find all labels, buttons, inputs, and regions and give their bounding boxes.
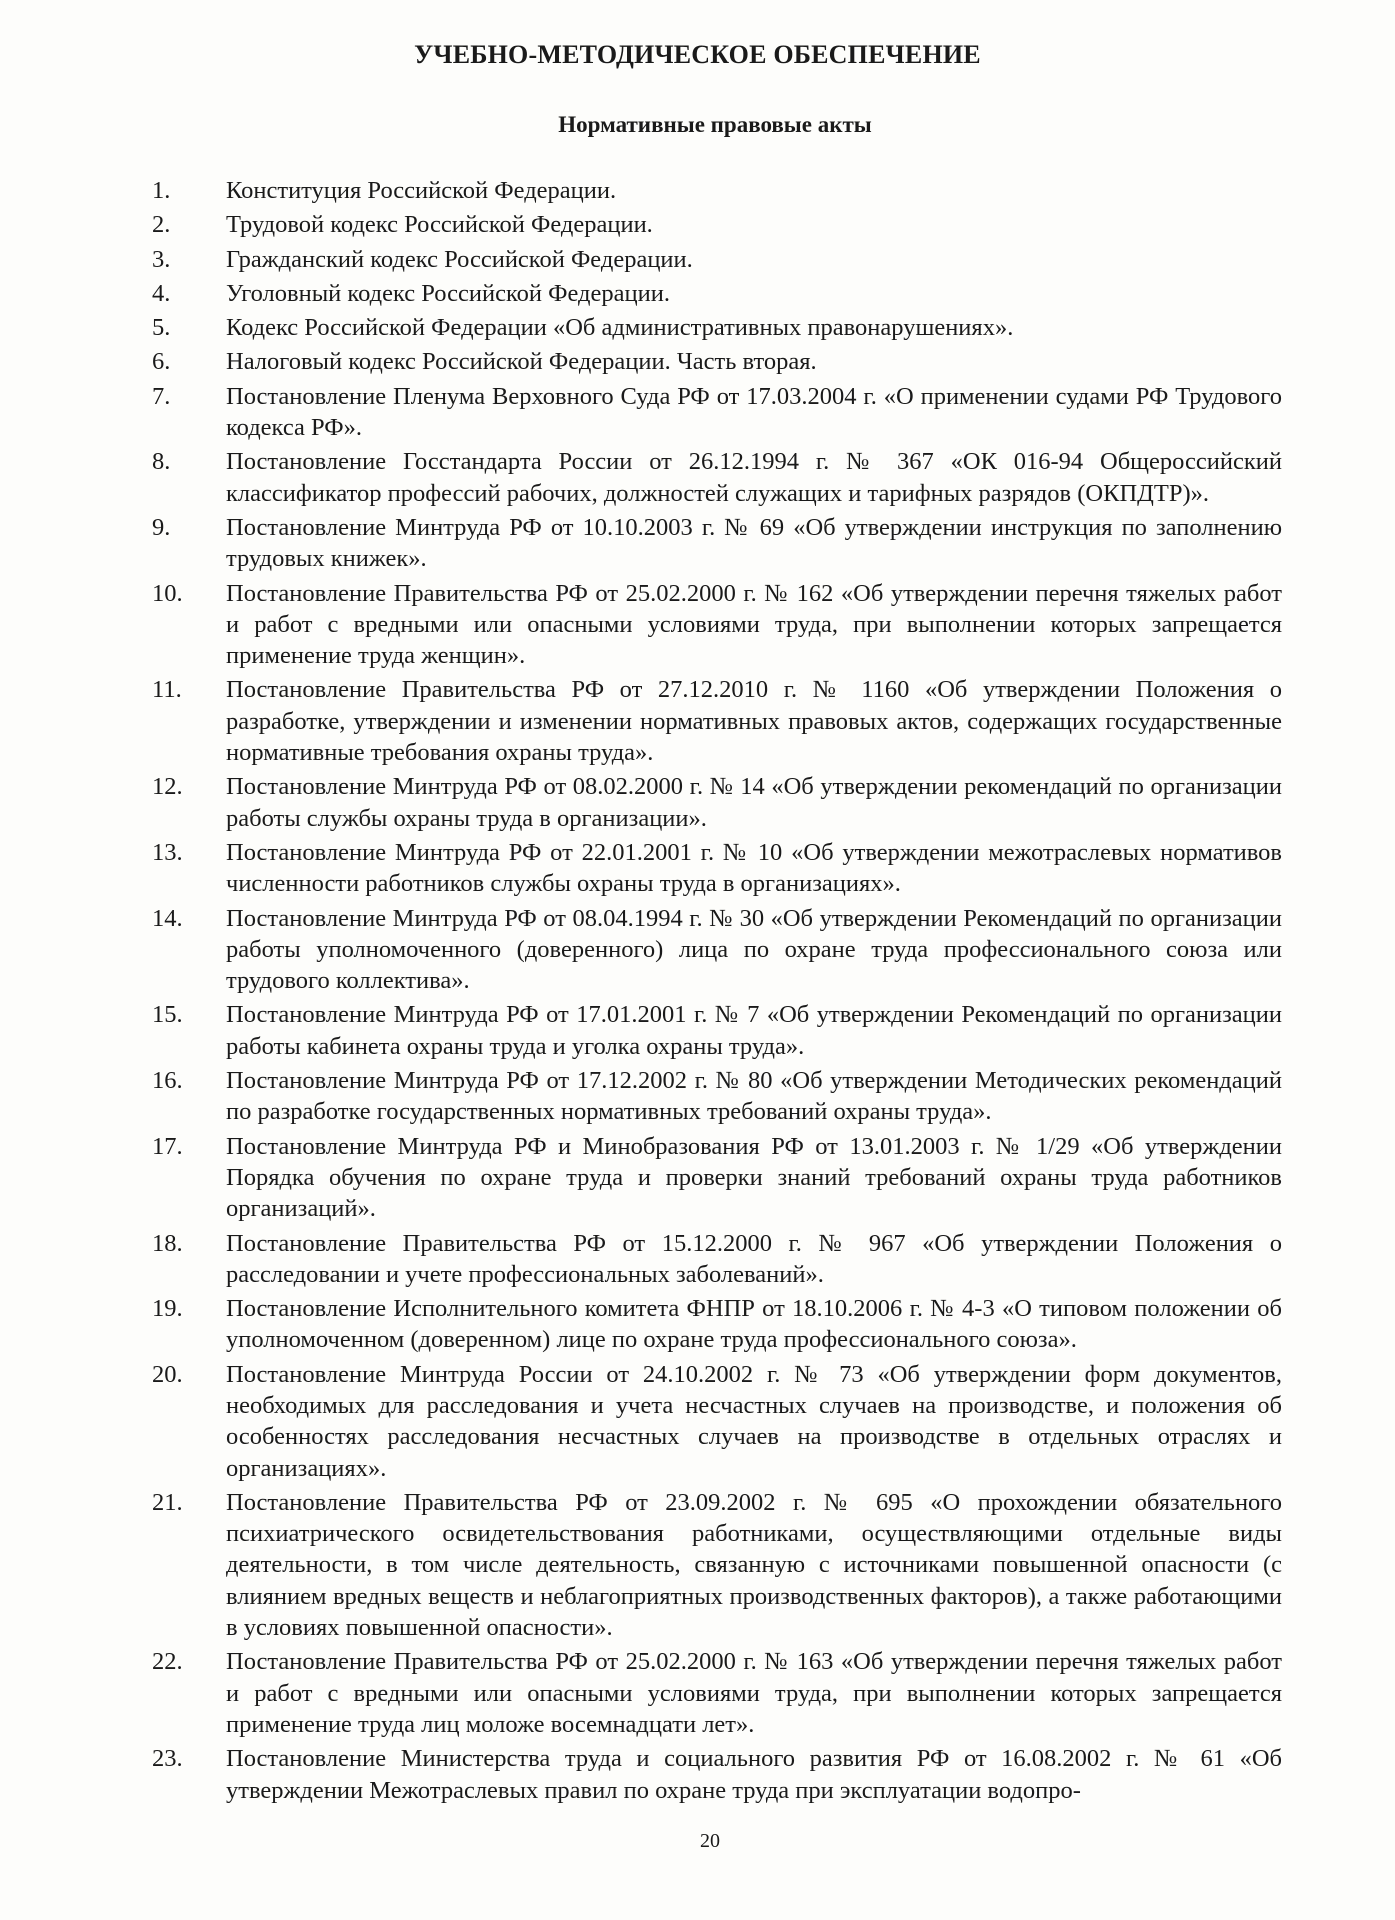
item-text: Постановление Правительства РФ от 15.12.2000 г. № 967 «Об утверждении Положения о расследовании и учете профессиональных заболеваний». [226, 1229, 1282, 1288]
item-number: 8. [152, 448, 171, 476]
item-text: Конституция Российской Федерации. [226, 177, 617, 204]
item-number: 15. [152, 1001, 183, 1029]
item-text: Постановление Минтруда РФ от 08.04.1994 г. № 30 «Об утверждении Рекомендаций по организации работы уполномоченного (доверенного) лица по охране труда профессионального союза или трудового коллектива». [226, 904, 1282, 995]
list-item [152, 1487, 1282, 1643]
item-number: 3. [152, 245, 171, 273]
item-text: Постановление Правительства РФ от 23.09.2002 г. № 695 «О прохождении обязательного психиатрического освидетельствования работниками, осуществляющими отдельные виды деятельности, в том числе деятельность, связанную с источниками повышенной опасности (с влиянием вредных веществ и неблагоприятных производственных факторов), а также работающими в условиях повышенной опасности». [226, 1488, 1282, 1642]
page-number: 20 [700, 1830, 720, 1852]
list-item [152, 381, 1282, 444]
item-number: 6. [152, 348, 171, 376]
list-item [152, 278, 1282, 309]
document-title: УЧЕБНО-МЕТОДИЧЕСКОЕ ОБЕСПЕЧЕНИЕ [414, 40, 981, 69]
item-number: 1. [152, 177, 171, 204]
list-item [152, 346, 1282, 377]
list-item [152, 312, 1282, 343]
list-item [152, 771, 1282, 834]
list-item [152, 1065, 1282, 1128]
list-item [152, 446, 1282, 509]
item-text: Кодекс Российской Федерации «Об административных правонарушениях». [226, 314, 1014, 342]
list-item [152, 244, 1282, 275]
item-text: Постановление Минтруда России от 24.10.2002 г. № 73 «Об утверждении форм документов, необходимых для расследования и учета несчастных случаев на производстве, и положения об особенностях расследования несчастных случаев на производстве в отдельных отраслях и организациях». [226, 1360, 1282, 1482]
item-number: 10. [152, 579, 183, 607]
item-number: 7. [152, 382, 171, 410]
item-number: 4. [152, 279, 171, 307]
item-text: Постановление Госстандарта России от 26.12.1994 г. № 367 «ОК 016-94 Общероссийский классификатор профессий рабочих, должностей служащих и тарифных разрядов (ОКПДТР)». [226, 448, 1282, 507]
item-number: 9. [152, 513, 171, 541]
list-item [152, 209, 1282, 240]
item-text: Постановление Пленума Верховного Суда РФ от 17.03.2004 г. «О применении судами РФ Трудового кодекса РФ». [226, 382, 1282, 442]
item-text: Постановление Министерства труда и социального развития РФ от 16.08.2002 г. № 61 «Об утверждении Межотраслевых правил по охране труда при эксплуатации водопро- [226, 1745, 1282, 1804]
item-text: Уголовный кодекс Российской Федерации. [226, 279, 670, 307]
item-text: Налоговый кодекс Российской Федерации. Часть вторая. [226, 348, 817, 376]
list-item [152, 903, 1282, 997]
item-text: Постановление Минтруда РФ и Минобразования РФ от 13.01.2003 г. № 1/29 «Об утверждении Порядка обучения по охране труда и проверки знаний требований охраны труда работников организаций». [226, 1132, 1282, 1223]
reference-list [152, 175, 1282, 1809]
item-text: Постановление Правительства РФ от 25.02.2000 г. № 162 «Об утверждении перечня тяжелых работ и работ с вредными или опасными условиями труда, при выполнении которых запрещается применение труда женщин». [226, 579, 1282, 670]
list-item [152, 674, 1282, 768]
item-number: 18. [152, 1229, 183, 1257]
list-item [152, 578, 1282, 672]
item-number: 19. [152, 1295, 183, 1323]
item-text: Постановление Минтруда РФ от 22.01.2001 г. № 10 «Об утверждении межотраслевых нормативов численности работников службы охраны труда в организациях». [226, 838, 1282, 898]
item-number: 22. [152, 1648, 183, 1676]
item-number: 11. [152, 676, 182, 704]
item-number: 2. [152, 211, 171, 239]
list-item [152, 837, 1282, 900]
item-number: 21. [152, 1488, 183, 1516]
list-item [152, 1743, 1282, 1806]
list-item [152, 1646, 1282, 1740]
item-text: Постановление Правительства РФ от 25.02.2000 г. № 163 «Об утверждении перечня тяжелых работ и работ с вредными или опасными условиями труда, при выполнении которых запрещается применение труда лиц моложе восемнадцати лет». [226, 1648, 1282, 1738]
list-item [152, 1293, 1282, 1356]
list-item [152, 1359, 1282, 1484]
item-text: Постановление Правительства РФ от 27.12.2010 г. № 1160 «Об утверждении Положения о разработке, утверждении и изменении нормативных правовых актов, содержащих государственные нормативные требования охраны труда». [226, 676, 1282, 767]
list-item [152, 1131, 1282, 1225]
item-number: 23. [152, 1745, 183, 1773]
item-text: Гражданский кодекс Российской Федерации. [226, 245, 693, 273]
item-number: 13. [152, 838, 183, 866]
list-item [152, 1228, 1282, 1291]
item-text: Постановление Минтруда РФ от 08.02.2000 г. № 14 «Об утверждении рекомендаций по организации работы службы охраны труда в организации». [226, 773, 1282, 832]
item-text: Постановление Минтруда РФ от 10.10.2003 г. № 69 «Об утверждении инструкция по заполнению трудовых книжек». [226, 513, 1282, 573]
item-number: 12. [152, 773, 183, 801]
item-text: Постановление Минтруда РФ от 17.01.2001 г. № 7 «Об утверждении Рекомендаций по организации работы кабинета охраны труда и уголка охраны труда». [226, 1001, 1282, 1060]
item-text: Постановление Минтруда РФ от 17.12.2002 г. № 80 «Об утверждении Методических рекомендаций по разработке государственных нормативных требований охраны труда». [226, 1067, 1282, 1126]
list-item [152, 512, 1282, 575]
item-number: 14. [152, 904, 183, 932]
item-number: 5. [152, 314, 171, 342]
item-number: 20. [152, 1360, 183, 1388]
item-number: 17. [152, 1132, 183, 1160]
item-text: Постановление Исполнительного комитета ФНПР от 18.10.2006 г. № 4-3 «О типовом положении об уполномоченном (доверенном) лице по охране труда профессионального союза». [226, 1295, 1282, 1354]
list-item [152, 999, 1282, 1062]
item-text: Трудовой кодекс Российской Федерации. [226, 211, 653, 239]
list-item [152, 175, 1282, 206]
section-title: Нормативные правовые акты [558, 112, 872, 137]
item-number: 16. [152, 1067, 183, 1095]
